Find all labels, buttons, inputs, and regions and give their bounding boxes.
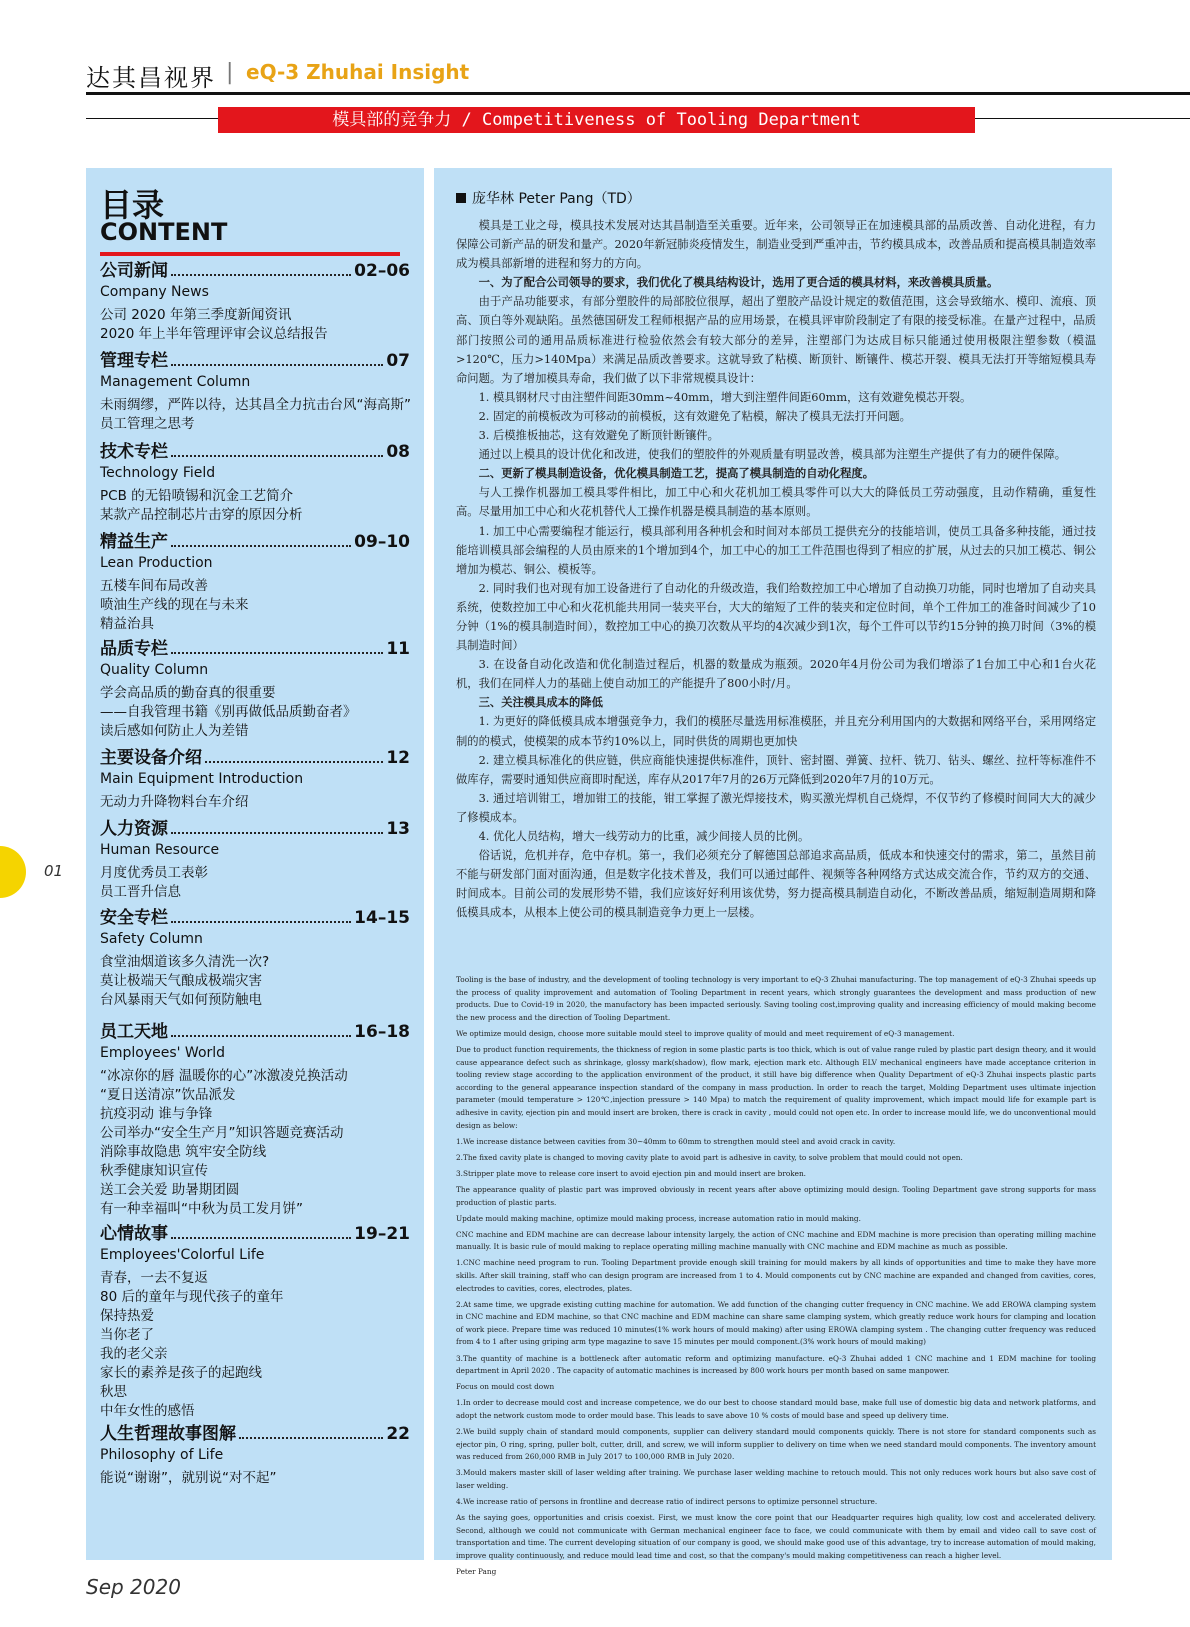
toc-section — [100, 907, 410, 1010]
toc-item: ——自我管理书籍《别再做低品质勤奋者》 — [100, 704, 357, 720]
article-paragraph: 1. 加工中心需要编程才能运行，模具部利用各种机会和时间对本部员工提供充分的技能培训，使员工具备多种技能，通过技能培训模具部会编程的人员由原来的1个增加到4个，加工中心的加工工件范围也得到了相应的扩展，从过去的只加工模芯、铜公增加为模芯、铜公、模板等。 — [456, 524, 1096, 576]
article-paragraph: 通过以上模具的设计优化和改进，使我们的塑胶件的外观质量有明显改善，模具部为注塑生产提供了有力的硬件保障。 — [478, 448, 1067, 462]
toc-item: 家长的素养是孩子的起跑线 — [100, 1365, 262, 1381]
toc-item: 中年女性的感悟 — [100, 1403, 195, 1419]
article-paragraph: 3. 通过培训钳工，增加钳工的技能，钳工掌握了激光焊接技术，购买激光焊机自己烧焊，不仅节约了修模时间同大大的减少了修模成本。 — [456, 791, 1096, 824]
article-paragraph: 4. 优化人员结构，增大一线劳动力的比重，减少间接人员的比例。 — [478, 830, 810, 843]
toc-section-name-en: Main Equipment Introduction — [100, 771, 304, 787]
toc-item: 喷油生产线的现在与未来 — [100, 597, 249, 613]
toc-item: 莫让极端天气酿成极端灾害 — [100, 973, 262, 989]
article-paragraph-en: Peter Pang — [456, 1566, 497, 1576]
toc-section-name: 管理专栏 — [100, 351, 168, 371]
toc-section-heading — [100, 1423, 410, 1445]
toc-item: 有一种幸福叫“中秋为员工发月饼” — [100, 1201, 303, 1217]
toc-section-name: 人生哲理故事图解 — [100, 1424, 236, 1444]
toc-page-range: 11 — [386, 639, 410, 659]
toc-item: 员工晋升信息 — [100, 884, 181, 900]
toc-section — [100, 638, 410, 741]
toc-item: PCB 的无铅喷锡和沉金工艺简介 — [100, 488, 294, 504]
toc-underline — [100, 252, 400, 256]
toc-dot-leader — [171, 1237, 351, 1239]
article-subheading: 二、更新了模具制造设备，优化模具制造工艺，提高了模具制造的自动化程度。 — [478, 466, 874, 481]
article-paragraph-en: 4.We increase ratio of persons in frontline and decrease ratio of indirect persons to optimize personnel structure. — [456, 1496, 878, 1506]
toc-section — [100, 747, 410, 812]
article-paragraph: 2. 固定的前模板改为可移动的前模板，这有效避免了粘模，解决了模具无法打开问题。 — [478, 409, 911, 423]
article-paragraph-en: 2.We build supply chain of standard mould components, supplier can delivery standard mould components quickly. There is not store for standard components such as ejector pin, O ring, spring, puller bolt, cutter, drill, and screw, we will inform supplier to delivery on time when we need standard mould components. The inventory amount was reduced from 260,000 RMB in July 2017 to 100,000 RMB in July 2020. — [456, 1427, 1096, 1462]
toc-section-heading — [100, 350, 410, 372]
toc-section-name: 心情故事 — [100, 1224, 168, 1244]
article-paragraph-en: 1.We increase distance between cavities from 30~40mm to 60mm to strengthen mould steel and avoid crack in cavity. — [456, 1136, 896, 1146]
toc-section-name: 员工天地 — [100, 1022, 168, 1042]
toc-item: 某款产品控制芯片击穿的原因分析 — [100, 507, 303, 523]
bullet-square-icon — [456, 193, 466, 203]
toc-item: 2020 年上半年管理评审会议总结报告 — [100, 326, 328, 342]
toc-section — [100, 1021, 410, 1219]
article-paragraph-en: Update mould making machine, optimize mould making process, increase automation ratio in mould making. — [456, 1213, 861, 1223]
toc-section-name-en: Philosophy of Life — [100, 1447, 224, 1463]
toc-dot-leader — [171, 652, 383, 654]
article-subheading: 一、为了配合公司领导的要求，我们优化了模具结构设计，选用了更合适的模具材料，来改善模具质量。 — [478, 275, 999, 290]
magazine-title: 达其昌视界 — [86, 64, 216, 92]
article-paragraph-en: 3.Stripper plate move to release core insert to avoid ejection pin and mould insert are broken. — [456, 1168, 806, 1178]
page-number: 01 — [44, 862, 64, 880]
toc-item: “夏日送清凉”饮品派发 — [100, 1087, 236, 1103]
article-paragraph: 1. 为更好的降低模具成本增强竞争力，我们的模胚尽量选用标准模胚，并且充分利用国内的大数据和网络平台，采用网络定制的的模式，使模架的成本节约10%以上，同时供货的周期也更加快 — [456, 715, 1096, 748]
toc-section — [100, 350, 410, 434]
toc-item: 未雨绸缪，严阵以待，达其昌全力抗击台风“海高斯” — [100, 397, 411, 413]
toc-section-heading — [100, 441, 410, 463]
toc-section-name: 主要设备介绍 — [100, 748, 202, 768]
toc-section-name-en: Employees' World — [100, 1045, 226, 1061]
toc-item: 80 后的童年与现代孩子的童年 — [100, 1289, 284, 1305]
article-paragraph: 3. 后模推板抽芯，这有效避免了断顶针断镶件。 — [478, 429, 719, 443]
toc-section-name-en: Management Column — [100, 374, 251, 390]
article-paragraph: 俗话说，危机并存，危中存机。第一，我们必须充分了解德国总部追求高品质，低成本和快速交付的需求，第二，虽然目前不能与研发部门面对面沟通，但是数字化技术普及，我们可以通过邮件、视频等各种网络方式达成交流合作，节约双方的交通、时间成本。目前公司的发展形势不错，我们应该好好利用该优势，努力提高模具制造自动化，不断改善品质，缩短制造周期和降低模具成本，从根本上使公司的模具制造竞争力更上一层楼。 — [456, 849, 1096, 920]
toc-item: 学会高品质的勤奋真的很重要 — [100, 685, 276, 701]
toc-dot-leader — [171, 545, 351, 547]
toc-item: 台风暴雨天气如何预防触电 — [100, 992, 262, 1008]
article-paragraph-en: 1.In order to decrease mould cost and increase competence, we do our best to choose standard mould base, make full use of domestic big data and network platforms, and adopt the network custom mode to order mould base. This leads to save above 10 % costs of mould base and speed up delivery time. — [456, 1398, 1096, 1420]
article-paragraph-en: 3.Mould makers master skill of laser welding after training. We purchase laser welding machine to retouch mould. This not only reduces work hours but also save cost of laser welding. — [456, 1468, 1096, 1490]
toc-section-name-en: Company News — [100, 284, 209, 300]
article-paragraph: 2. 同时我们也对现有加工设备进行了自动化的升级改造，我们给数控加工中心增加了自动换刀功能，同时也增加了自动夹具系统，使数控加工中心和火花机能共用同一装夹平台，大大的缩短了工件的装夹和定位时间，单个工件加工的准备时间减少了10分钟（1%的模具制造时间），数控加工中心的换刀次数从平均的4次减少到1次，每个工件可以节约15分钟的换刀时间（3%的模具制造时间） — [456, 581, 1096, 653]
toc-page-range: 02–06 — [354, 261, 410, 281]
article-paragraph: 与人工操作机器加工模具零件相比，加工中心和火花机加工模具零件可以大大的降低员工劳动强度，且动作精确，重复性高。尽量用加工中心和火花机替代人工操作机器是模具制造的基本原则。 — [456, 486, 1096, 519]
toc-dot-leader — [171, 274, 351, 276]
toc-item: 我的老父亲 — [100, 1346, 168, 1362]
toc-page-range: 07 — [386, 351, 410, 371]
toc-page-range: 13 — [386, 819, 410, 839]
toc-item: 秋季健康知识宣传 — [100, 1163, 208, 1179]
toc-item: 读后感如何防止人为差错 — [100, 723, 249, 739]
article-paragraph-en: Tooling is the base of industry, and the development of tooling technology is very important to eQ-3 Zhuhai manufacturing. The top management of eQ-3 Zhuhai speeds up the process of quality improvement and automation of Tooling Department in recent years, which strongly guarantees the development and mass production of new products. Due to Covid-19 in 2020, the manufactory has been impacted seriously. Saving tooling cost,improving quality and increasing efficiency of mould making become the new process and the direction of Tooling Department. — [456, 975, 1096, 1022]
toc-dot-leader — [171, 455, 383, 457]
toc-section-heading — [100, 260, 410, 282]
toc-section-name: 精益生产 — [100, 532, 168, 552]
toc-item: 五楼车间布局改善 — [100, 578, 208, 594]
toc-dot-leader — [171, 1035, 351, 1037]
toc-section-heading — [100, 1021, 410, 1043]
toc-item: “冰凉你的唇 温暖你的心”冰激凌兑换活动 — [100, 1068, 348, 1084]
section-banner: 模具部的竞争力 / Competitiveness of Tooling Department — [218, 107, 975, 133]
article-panel — [434, 168, 1112, 1576]
toc-dot-leader — [239, 1437, 383, 1439]
article-body-cn — [456, 216, 1096, 922]
toc-item: 精益治具 — [100, 616, 154, 632]
table-of-contents — [86, 168, 424, 1560]
article-paragraph: 2. 建立模具标准化的供应链，供应商能快速提供标准件，顶针、密封圈、弹簧、拉杆、铣刀、钻头、螺丝、拉杆等标准件不做库存，需要时通知供应商即时配送，库存从2017年7月的26万元降低到2020年7月的10万元。 — [456, 753, 1096, 786]
article-body-en — [456, 974, 1096, 1582]
article-paragraph: 1. 模具钢材尺寸由注塑件间距30mm~40mm，增大到注塑件间距60mm，这有效避免模芯开裂。 — [478, 390, 972, 404]
toc-section-heading — [100, 818, 410, 840]
toc-item: 秋思 — [100, 1384, 127, 1400]
toc-item: 能说“谢谢”，就别说“对不起” — [100, 1470, 277, 1486]
toc-section-name-en: Human Resource — [100, 842, 220, 858]
issue-date: Sep 2020 — [86, 1575, 181, 1599]
toc-page-range: 14–15 — [354, 908, 410, 928]
article-subheading: 三、关注模具成本的降低 — [478, 695, 603, 710]
toc-page-range: 12 — [386, 748, 410, 768]
toc-section-name-en: Employees'Colorful Life — [100, 1247, 265, 1263]
banner-rule-right — [975, 118, 1190, 119]
toc-item: 当你老了 — [100, 1327, 154, 1343]
toc-section-name-en: Technology Field — [100, 465, 216, 481]
toc-section-heading — [100, 747, 410, 769]
article-paragraph: 3. 在设备自动化改造和优化制造过程后，机器的数量成为瓶颈。2020年4月份公司为我们增添了1台加工中心和1台火花机，我们在同样人力的基础上使自动加工的产能提升了800小时/月。 — [456, 658, 1096, 691]
article-paragraph: 由于产品功能要求，有部分塑胶件的局部胶位很厚，超出了塑胶产品设计规定的数值范围，这会导致缩水、模印、流痕、顶高、顶白等外观缺陷。虽然德国研发工程师根据产品的应用场景，在模具评审阶段制定了有限的接受标准。在量产过程中，品质部门按照公司的通用品质标准进行检验依然会有较大部分的差异，注塑部门为达成目标只能通过使用极限注塑参数（模温>120℃，压力>140Mpa）来满足品质改善要求。这就导致了粘模、断顶针、断镶件、模芯开裂、模具无法打开等缩短模具寿命问题。为了增加模具寿命，我们做了以下非常规模具设计： — [456, 295, 1096, 385]
toc-section-name-en: Lean Production — [100, 555, 213, 571]
toc-section — [100, 1423, 410, 1488]
page-marker-dot — [0, 846, 26, 898]
toc-item: 青春，一去不复返 — [100, 1270, 208, 1286]
toc-item: 公司 2020 年第三季度新闻资讯 — [100, 307, 292, 323]
article-paragraph-en: The appearance quality of plastic part was improved obviously in recent years after above optimizing mould design. Tooling Department gave strong supports for mass production of plastic parts. — [456, 1184, 1096, 1207]
toc-section-name: 人力资源 — [100, 819, 168, 839]
toc-dot-leader — [171, 832, 383, 834]
toc-page-range: 16–18 — [354, 1022, 410, 1042]
toc-page-range: 08 — [386, 442, 410, 462]
article-paragraph-en: 2.The fixed cavity plate is changed to moving cavity plate to avoid part is adhesive in cavity, to solve problem that mould could not open. — [456, 1152, 963, 1162]
toc-section-name: 品质专栏 — [100, 639, 168, 659]
toc-item: 食堂油烟道该多久清洗一次? — [100, 954, 270, 970]
article-author — [456, 188, 641, 208]
toc-page-range: 09–10 — [354, 532, 410, 552]
toc-item: 抗疫羽动 谁与争锋 — [100, 1106, 213, 1122]
article-paragraph-en: 3.The quantity of machine is a bottleneck after automatic reform and optimizing manufacture. eQ-3 Zhuhai added 1 CNC machine and 1 EDM machine for tooling department in April 2020 . The capacity of automatic machines is increased by 800 work hours per month based on same manpower. — [456, 1353, 1096, 1376]
toc-title-en: CONTENT — [100, 218, 228, 246]
header-rule — [86, 92, 1190, 95]
article-paragraph-en: Due to product function requirements, the thickness of region in some plastic parts is too thick, which is out of value range ruled by plastic part design theory, and it would cause appearance defect such as shrinkage, glossy mark(shadow), flow mark, ejection mark etc. Although ELV mechanical engineers have made acceptance criterion in tooling review stage according to the application environment of the product, it still have big difference when Quality Department of eQ-3 Zhuhai inspects plastic parts according to the general appearance inspection standard of the company in mass production. In order to reach the target, Molding Department uses ultimate injection parameter (mould temperature > 120℃,injection pressure > 140 Mpa) to match the requirement of quality improvement, which impact mould life for example part is adhesive in cavity, ejection pin and mould insert are broken, there is crack in cavity , mould could not open etc. In order to increase mould life, we do unconventional mould design as below: — [456, 1044, 1096, 1130]
toc-section-heading — [100, 907, 410, 929]
toc-dot-leader — [171, 364, 383, 366]
toc-section-name: 技术专栏 — [100, 442, 168, 462]
toc-section-name-en: Quality Column — [100, 662, 209, 678]
magazine-title-en: eQ-3 Zhuhai Insight — [246, 60, 470, 84]
toc-section — [100, 441, 410, 525]
toc-item: 无动力升降物料台车介绍 — [100, 794, 249, 810]
toc-page-range: 22 — [386, 1424, 410, 1444]
toc-page-range: 19–21 — [354, 1224, 410, 1244]
toc-section-name-en: Safety Column — [100, 931, 203, 947]
toc-dot-leader — [171, 921, 351, 923]
toc-section — [100, 260, 410, 344]
article-paragraph: 模具是工业之母，模具技术发展对达其昌制造至关重要。近年来，公司领导正在加速模具部的品质改善、自动化进程，有力保障公司新产品的研发和量产。2020年新冠肺炎疫情发生，制造业受到严重冲击，节约模具成本，改善品质和提高模具制造效率成为模具部新增的进程和努力的方向。 — [456, 219, 1096, 271]
toc-title: 目录 — [100, 186, 165, 224]
toc-item: 公司举办“安全生产月”知识答题竞赛活动 — [100, 1125, 344, 1141]
toc-item: 员工管理之思考 — [100, 416, 195, 432]
toc-item: 送工会关爱 助暑期团圆 — [100, 1182, 240, 1198]
toc-section-heading — [100, 1223, 410, 1245]
author-name: 庞华林 Peter Pang（TD） — [472, 191, 641, 207]
toc-section — [100, 818, 410, 902]
toc-section-name: 公司新闻 — [100, 261, 168, 281]
toc-section — [100, 531, 410, 634]
article-paragraph-en: As the saying goes, opportunities and crisis coexist. First, we must know the core point that our Headquarter requires high quality, low cost and accelerated delivery. Second, although we could not communicate with German mechanical engineer face to face, we could communicate with them by email and video call to save cost of transportation and time. The current developing situation of our company is good, we should make good use of this advantage, try to increase automation of mould making, improve quality continuously, and reduce mould lead time and cost, so that the company's mould making competitiveness can reach a higher level. — [456, 1513, 1096, 1560]
toc-section — [100, 1223, 410, 1421]
article-paragraph-en: 2.At same time, we upgrade existing cutting machine for automation. We add function of the changing cutter frequency in CNC machine. We add EROWA clamping system in CNC machine and EDM machine, so that CNC machine and EDM machine can share same clamping system, which greatly reduce work hours for clamping and location of work piece. Prepare time was reduced 10 minutes(1% work hours of mould making) after using EROWA clamping system . The changing cutter frequency was reduced from 4 to 1 after using griping arm type magazine to save 15 minutes per mould component.(3% work hours of mould making) — [456, 1299, 1096, 1347]
article-paragraph-en: We optimize mould design, choose more suitable mould steel to improve quality of mould and meet requirement of eQ-3 management. — [456, 1028, 955, 1038]
article-paragraph-en: Focus on mould cost down — [456, 1382, 555, 1392]
toc-dot-leader — [205, 761, 383, 763]
banner-rule-left — [86, 118, 218, 119]
title-separator: | — [226, 60, 234, 85]
toc-section-heading — [100, 531, 410, 553]
toc-item: 月度优秀员工表彰 — [100, 865, 208, 881]
article-paragraph-en: 1.CNC machine need program to run. Tooling Department provide enough skill training for mould makers by all kinds of opportunities and time to make they have more skills. After skill training, staff who can design program are increased from 1 to 4. Mould components cut by CNC machine are expanded and changed from cavities, cores, electrodes to cavities, cores, electrodes, plates. — [456, 1258, 1096, 1293]
toc-item: 消除事故隐患 筑牢安全防线 — [100, 1144, 267, 1160]
toc-section-name: 安全专栏 — [100, 908, 168, 928]
toc-section-heading — [100, 638, 410, 660]
article-paragraph-en: CNC machine and EDM machine are can decrease labour intensity largely, the action of CNC machine and EDM machine is more precision than operating milling machine manually. It is basic rule of mould making to replace operating milling machine manually with CNC machine and EDM machine as much as possible. — [456, 1229, 1096, 1252]
toc-item: 保持热爱 — [100, 1308, 154, 1324]
